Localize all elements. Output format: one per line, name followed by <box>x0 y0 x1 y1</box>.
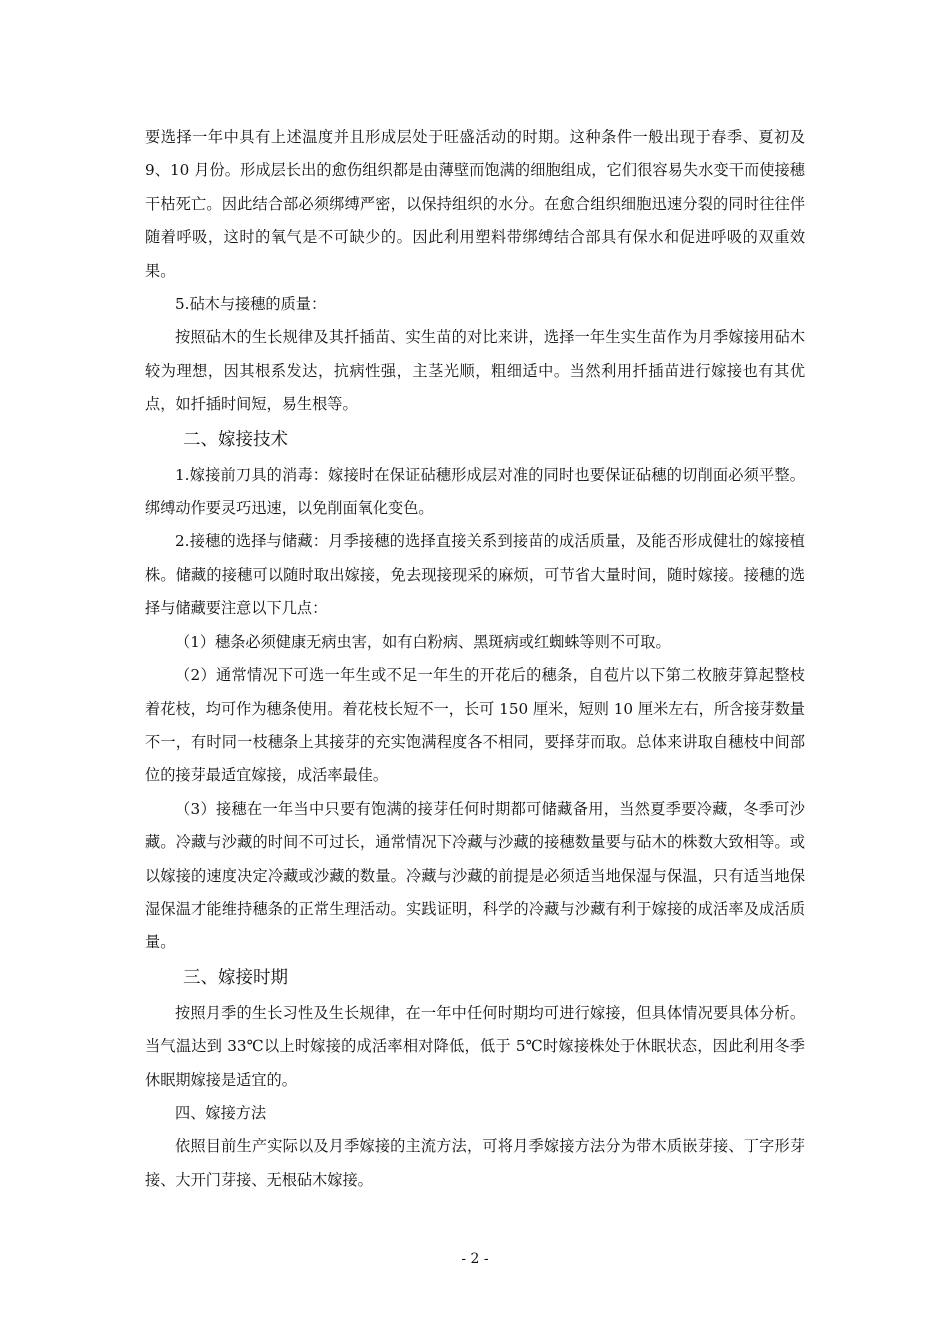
paragraph-rootstock: 按照砧木的生长规律及其扦插苗、实生苗的对比来讲，选择一年生实生苗作为月季嫁接用砧木较为理想，因其根系发达，抗病性强，主茎光顺，粗细适中。当然利用扦插苗进行嫁接也有其优点，如扦插时间短，易生根等。 <box>145 328 805 414</box>
list-item-3: （3）接穗在一年当中只要有饱满的接芽任何时期都可储藏备用，当然夏季要冷藏，冬季可沙藏。冷藏与沙藏的时间不可过长，通常情况下冷藏与沙藏的接穗数量要与砧木的株数大致相等。或以嫁接的速度决定冷藏或沙藏的数量。冷藏与沙藏的前提是必须适当地保湿与保温，只有适当地保湿保温才能维持穗条的正常生理活动。实践证明，科学的冷藏与沙藏有利于嫁接的成活率及成活质量。 <box>145 799 805 952</box>
section-heading-grafting-period: 三、嫁接时期 <box>183 967 288 988</box>
paragraph-grafting-period: 按照月季的生长习性及生长规律，在一年中任何时期均可进行嫁接，但具体情况要具体分析。当气温达到 33℃以上时嫁接的成活率相对降低，低于 5℃时嫁接株处于休眠状态，因此利用冬季休眠期嫁接是适宜的。 <box>145 1003 805 1089</box>
paragraph-scion-selection: 2.接穗的选择与储藏：月季接穗的选择直接关系到接苗的成活质量，及能否形成健壮的嫁接植株。储藏的接穗可以随时取出嫁接，免去现接现采的麻烦，可节省大量时间，随时嫁接。接穗的选择与储藏要注意以下几点： <box>145 532 805 618</box>
paragraph-continuation: 要选择一年中具有上述温度并且形成层处于旺盛活动的时期。这种条件一般出现于春季、夏初及 9、10 月份。形成层长出的愈伤组织都是由薄壁而饱满的细胞组成，它们很容易失水变干而使接穗干枯死亡。因此结合部必须绑缚严密，以保持组织的水分。在愈合组织细胞迅速分裂的同时往往伴随着呼吸，这时的氧气是不可缺少的。因此利用塑料带绑缚结合部具有保水和促进呼吸的双重效果。 <box>145 128 805 280</box>
page-number: - 2 - <box>461 1251 489 1267</box>
section-heading-grafting-methods: 四、嫁接方法 <box>175 1103 267 1122</box>
list-item-2: （2）通常情况下可选一年生或不足一年生的开花后的穗条，自苞片以下第二枚腋芽算起整枝着花枝，均可作为穗条使用。着花枝长短不一，长可 150 厘米，短则 10 厘米左右，所含接芽数量不一，有时同一枝穗条上其接芽的充实饱满程度各不相同，要择芽而取。总体来讲取自穗枝中间部位的接芽最适宜嫁接，成活率最佳。 <box>145 666 805 785</box>
body-text <box>145 121 805 1197</box>
list-item-1: （1）穗条必须健康无病虫害，如有白粉病、黑斑病或红蜘蛛等则不可取。 <box>175 632 671 651</box>
subheading-rootstock-quality: 5.砧木与接穗的质量： <box>175 295 327 314</box>
paragraph-tool-disinfection: 1.嫁接前刀具的消毒：嫁接时在保证砧穗形成层对准的同时也要保证砧穗的切削面必须平整。绑缚动作要灵巧迅速，以免削面氧化变色。 <box>145 465 805 518</box>
paragraph-grafting-methods: 依照目前生产实际以及月季嫁接的主流方法，可将月季嫁接方法分为带木质嵌芽接、丁字形芽接、大开门芽接、无根砧木嫁接。 <box>145 1137 805 1189</box>
section-heading-grafting-technique: 二、嫁接技术 <box>183 429 288 450</box>
